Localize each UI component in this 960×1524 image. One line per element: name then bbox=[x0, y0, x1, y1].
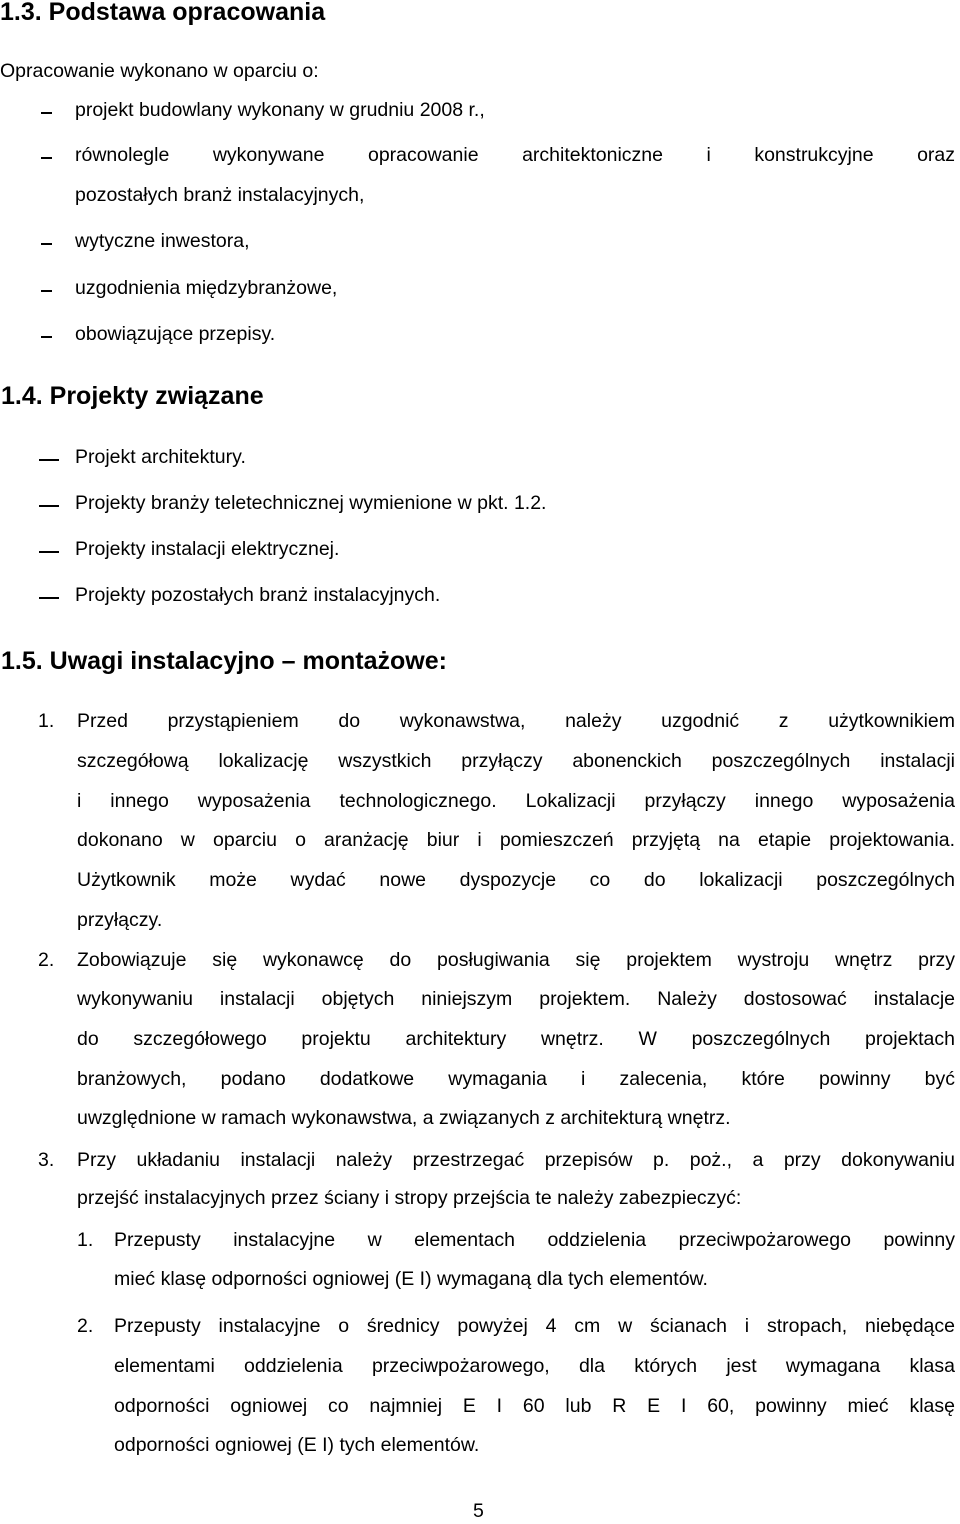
dash-bullet bbox=[41, 243, 52, 245]
dash-bullet bbox=[39, 551, 59, 553]
list-item: obowiązujące przepisy. bbox=[75, 323, 276, 345]
paragraph-line: do szczegółowego projektu architektury wnętrz. W poszczególnych projektach bbox=[77, 1028, 955, 1050]
paragraph-line: Przed przystąpieniem do wykonawstwa, należy uzgodnić z użytkownikiem bbox=[77, 710, 955, 732]
list-item: Projekt architektury. bbox=[75, 446, 246, 468]
list-item: Projekty pozostałych branż instalacyjnych. bbox=[75, 584, 441, 606]
list-item-continuation: pozostałych branż instalacyjnych, bbox=[75, 184, 365, 206]
paragraph-number: 2. bbox=[38, 949, 55, 971]
section-heading-1-5: 1.5. Uwagi instalacyjno – montażowe: bbox=[1, 647, 447, 675]
dash-bullet bbox=[39, 597, 59, 599]
paragraph-line: Zobowiązuje się wykonawcę do posługiwania się projektem wystroju wnętrz przy bbox=[77, 949, 955, 971]
dash-bullet bbox=[41, 336, 52, 338]
subitem-number: 2. bbox=[77, 1315, 94, 1337]
dash-bullet bbox=[41, 290, 52, 292]
section-heading-1-3: 1.3. Podstawa opracowania bbox=[0, 0, 326, 26]
dash-bullet bbox=[41, 157, 52, 159]
paragraph-line: szczegółową lokalizację wszystkich przyłączy abonenckich poszczególnych instalacji bbox=[77, 750, 955, 772]
page-number: 5 bbox=[473, 1500, 484, 1522]
paragraph-line: Użytkownik może wydać nowe dyspozycje co do lokalizacji poszczególnych bbox=[77, 869, 955, 891]
paragraph-line: Przy układaniu instalacji należy przestrzegać przepisów p. poż., a przy dokonywaniu bbox=[77, 1149, 955, 1171]
paragraph-line: przyłączy. bbox=[77, 909, 163, 931]
paragraph-line: dokonano w oparciu o aranżację biur i pomieszczeń przyjętą na etapie projektowania. bbox=[77, 829, 955, 851]
intro-text: Opracowanie wykonano w oparciu o: bbox=[0, 60, 319, 82]
subitem-line: elementami oddzielenia przeciwpożarowego, dla których jest wymagana klasa bbox=[114, 1355, 955, 1377]
list-item: Projekty branży teletechnicznej wymienione w pkt. 1.2. bbox=[75, 492, 547, 514]
list-item: projekt budowlany wykonany w grudniu 2008 r., bbox=[75, 99, 485, 121]
subitem-number: 1. bbox=[77, 1229, 94, 1251]
subitem-line: mieć klasę odporności ogniowej (E I) wymaganą dla tych elementów. bbox=[114, 1268, 708, 1290]
list-item: uzgodnienia międzybranżowe, bbox=[75, 277, 338, 299]
subitem-line: odporności ogniowej co najmniej E I 60 lub R E I 60, powinny mieć klasę bbox=[114, 1395, 955, 1417]
dash-bullet bbox=[41, 112, 52, 114]
list-item: wytyczne inwestora, bbox=[75, 230, 250, 252]
subitem-line: odporności ogniowej (E I) tych elementów. bbox=[114, 1434, 480, 1456]
dash-bullet bbox=[39, 459, 59, 461]
paragraph-line: i innego wyposażenia technologicznego. Lokalizacji przyłączy innego wyposażenia bbox=[77, 790, 955, 812]
paragraph-line: przejść instalacyjnych przez ściany i stropy przejścia te należy zabezpieczyć: bbox=[77, 1187, 742, 1209]
dash-bullet bbox=[39, 505, 59, 507]
paragraph-line: branżowych, podano dodatkowe wymagania i zalecenia, które powinny być bbox=[77, 1068, 955, 1090]
list-item: równolegle wykonywane opracowanie architektoniczne i konstrukcyjne oraz bbox=[75, 144, 955, 166]
paragraph-line: uwzględnione w ramach wykonawstwa, a związanych z architekturą wnętrz. bbox=[77, 1107, 731, 1129]
section-heading-1-4: 1.4. Projekty związane bbox=[1, 382, 264, 410]
paragraph-number: 3. bbox=[38, 1149, 55, 1171]
subitem-line: Przepusty instalacyjne o średnicy powyżej 4 cm w ścianach i stropach, niebędące bbox=[114, 1315, 955, 1337]
paragraph-line: wykonywaniu instalacji objętych niniejszym projektem. Należy dostosować instalacje bbox=[77, 988, 955, 1010]
subitem-line: Przepusty instalacyjne w elementach oddzielenia przeciwpożarowego powinny bbox=[114, 1229, 955, 1251]
list-item: Projekty instalacji elektrycznej. bbox=[75, 538, 340, 560]
paragraph-number: 1. bbox=[38, 710, 55, 732]
